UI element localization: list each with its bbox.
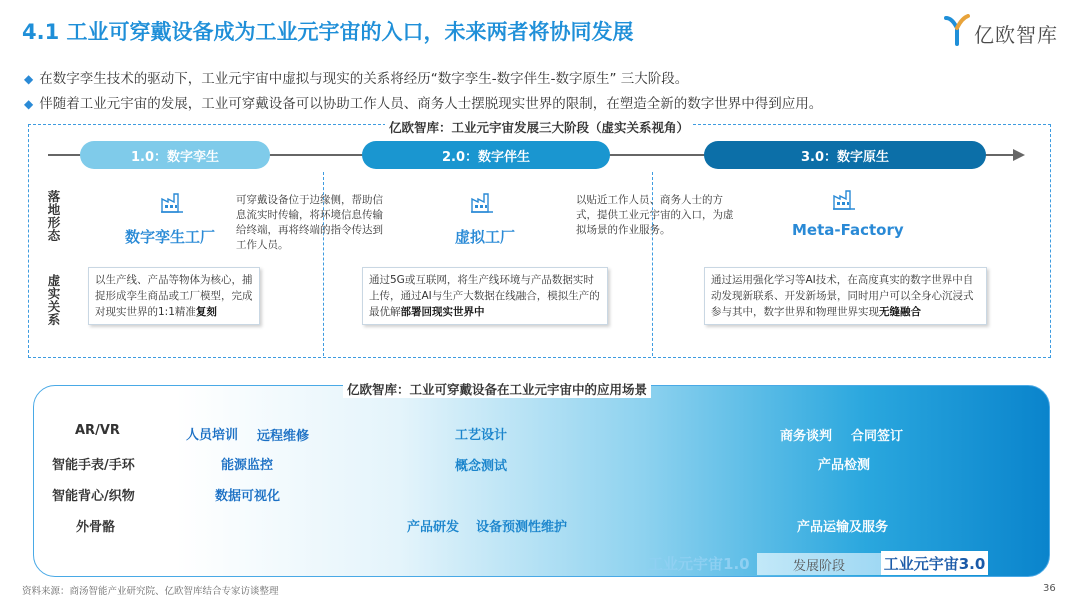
app-remote-repair: 远程维修 <box>257 429 310 444</box>
page-title: 4.1 工业可穿戴设备成为工业元宇宙的入口，未来两者将协同发展 <box>22 20 634 44</box>
bullet-text: 在数字孪生技术的驱动下，工业元宇宙中虚拟与现实的关系将经历“数字孪生-数字伴生-数字原生” 三大阶段。 <box>39 71 689 87</box>
relation-text: 通过运用强化学习等AI技术，在高度真实的数字世界中自动发现新联系、开发新场景，同时用户可以全身心沉浸式参与其中，数字世界和物理世界实现 <box>711 274 974 318</box>
relation-text: 通过5G或互联网，将生产线环境与产品数据实时上传，通过AI与生产大数据在线融合，模拟生产的最优解 <box>369 274 600 318</box>
source-note: 资料来源：商汤智能产业研究院、亿欧智库结合专家访谈整理 <box>22 586 279 597</box>
app-process-design: 工艺设计 <box>455 428 508 443</box>
factory-icon <box>160 190 184 214</box>
relation-text: 以生产线、产品等物体为核心，捕捉形成孪生商品或工厂模型，完成对现实世界的1:1精准 <box>95 274 253 318</box>
bullet-item <box>24 67 688 87</box>
app-transport-service: 产品运输及服务 <box>797 520 889 535</box>
app-negotiation: 商务谈判 <box>780 429 833 444</box>
app-product-rd: 产品研发 <box>407 520 460 535</box>
stage-pill-3: 3.0：数字原生 <box>704 141 986 169</box>
app-energy-monitor: 能源监控 <box>221 458 274 473</box>
logo-text: 亿欧智库 <box>974 23 1058 47</box>
app-predictive-maintenance: 设备预测性维护 <box>476 520 568 535</box>
factory-icon <box>832 187 856 211</box>
stage-name-3: Meta-Factory <box>792 221 904 239</box>
app-contract: 合同签订 <box>851 429 904 444</box>
bullet-text: 伴随着工业元宇宙的发展，工业可穿戴设备可以协助工作人员、商务人士摆脱现实世界的限制，在塑造全新的数字世界中得到应用。 <box>39 96 823 112</box>
row-label-form: 落地形态 <box>47 189 61 243</box>
arrow-right-icon <box>1013 149 1025 161</box>
stage-desc-3: 以贴近工作人员、商务人士的方式，提供工业元宇宙的入口，为虚拟场景的作业服务。 <box>576 194 734 236</box>
bullet-item <box>24 92 822 112</box>
app-product-inspection: 产品检测 <box>818 458 871 473</box>
factory-icon <box>470 190 494 214</box>
stage-name-1: 数字孪生工厂 <box>125 228 216 246</box>
relation-card-1 <box>88 267 260 325</box>
stage-name-2: 虚拟工厂 <box>455 228 516 246</box>
device-smart-vest: 智能背心/织物 <box>52 489 135 504</box>
scenes-panel <box>33 385 1050 577</box>
relation-card-3 <box>704 267 987 325</box>
scenes-section-title: 亿欧智库：工业可穿戴设备在工业元宇宙中的应用场景 <box>343 380 651 398</box>
stages-section-title: 亿欧智库：工业元宇宙发展三大阶段（虚实关系视角） <box>385 118 693 136</box>
relation-bold: 无缝融合 <box>879 306 921 318</box>
device-smartwatch: 智能手表/手环 <box>52 458 135 473</box>
relation-card-2 <box>362 267 608 325</box>
stage-pill-2: 2.0：数字伴生 <box>362 141 610 169</box>
relation-bold: 复刻 <box>195 306 217 318</box>
diamond-bullet-icon: ◆ <box>24 72 34 86</box>
logo-icon <box>944 14 970 46</box>
row-label-relation: 虚实关系 <box>47 273 61 327</box>
app-training: 人员培训 <box>186 428 239 443</box>
app-concept-test: 概念测试 <box>455 459 508 474</box>
device-exoskeleton: 外骨骼 <box>76 520 116 535</box>
device-ar-vr: AR/VR <box>75 423 120 438</box>
stage-end-label: 工业元宇宙3.0 <box>881 551 988 575</box>
stage-pill-1: 1.0：数字孪生 <box>80 141 270 169</box>
brand-logo <box>944 14 1064 48</box>
relation-bold: 部署回现实世界中 <box>400 306 485 318</box>
stage-progress-label: 发展阶段 <box>757 553 881 575</box>
page-number: 36 <box>1043 583 1056 594</box>
stage-desc-2: 可穿戴设备位于边缘侧，帮助信息流实时传输，将环境信息传输给终端，再将终端的指令传达到工作人员。 <box>236 194 383 251</box>
stage-start-label: 工业元宇宙1.0 <box>648 555 750 573</box>
app-data-visual: 数据可视化 <box>215 489 281 504</box>
diamond-bullet-icon: ◆ <box>24 97 34 111</box>
